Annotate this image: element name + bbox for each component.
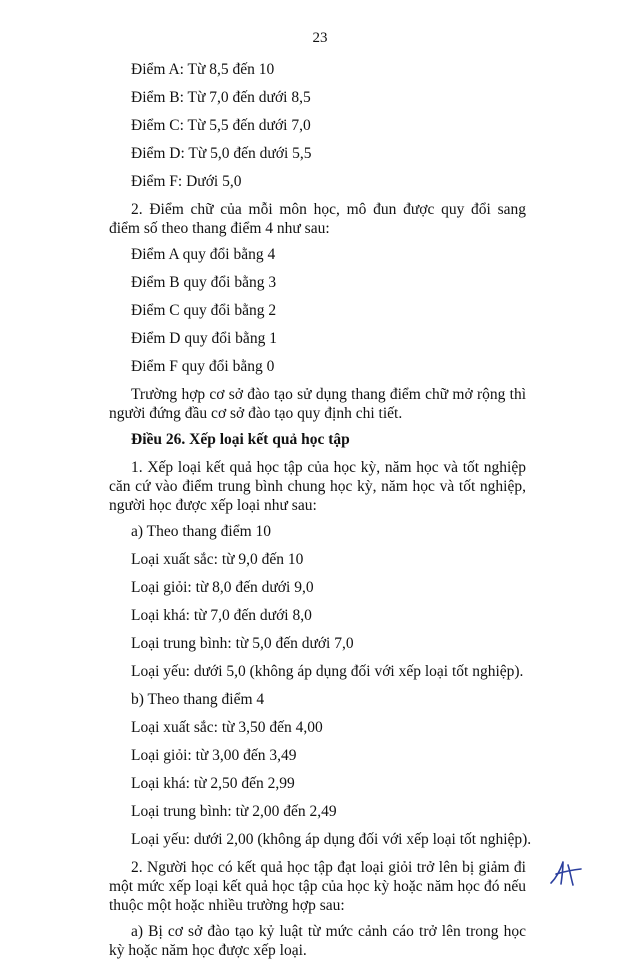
convert-f-line: Điểm F quy đổi bằng 0 (131, 358, 275, 375)
downgrade-paragraph: 2. Người học có kết quả học tập đạt loại giỏi trở lên bị giảm đi một mức xếp loại kết quả học tập của học kỳ hoặc năm học đó nếu thuộc một hoặc nhiều trường hợp sau: (109, 859, 526, 914)
scale-4-heading: b) Theo thang điểm 4 (131, 691, 265, 708)
grade-b-line: Điểm B: Từ 7,0 đến dưới 8,5 (131, 89, 311, 106)
grade-a-line: Điểm A: Từ 8,5 đến 10 (131, 61, 275, 78)
article-26-heading: Điều 26. Xếp loại kết quả học tập (131, 431, 350, 448)
scale10-weak-line: Loại yếu: dưới 5,0 (không áp dụng đối với xếp loại tốt nghiệp). (131, 663, 524, 680)
scale4-fair-line: Loại khá: từ 2,50 đến 2,99 (131, 775, 295, 792)
page-number: 23 (312, 30, 328, 46)
scale4-weak-line: Loại yếu: dưới 2,00 (không áp dụng đối với xếp loại tốt nghiệp). (131, 831, 532, 848)
page-content (109, 60, 532, 967)
scale10-average-line: Loại trung bình: từ 5,0 đến dưới 7,0 (131, 635, 354, 652)
grade-f-line: Điểm F: Dưới 5,0 (131, 173, 242, 190)
grade-c-line: Điểm C: Từ 5,5 đến dưới 7,0 (131, 117, 311, 134)
grade-d-line: Điểm D: Từ 5,0 đến dưới 5,5 (131, 145, 312, 162)
extended-scale-paragraph: Trường hợp cơ sở đào tạo sử dụng thang điểm chữ mở rộng thì người đứng đầu cơ sở đào tạo quy định chi tiết. (109, 386, 526, 422)
discipline-paragraph: a) Bị cơ sở đào tạo kỷ luật từ mức cảnh cáo trở lên trong học kỳ hoặc năm học được xếp loại. (109, 923, 526, 959)
convert-c-line: Điểm C quy đổi bằng 2 (131, 302, 277, 319)
scale10-excellent-line: Loại xuất sắc: từ 9,0 đến 10 (131, 551, 304, 568)
scale10-good-line: Loại giỏi: từ 8,0 đến dưới 9,0 (131, 579, 314, 596)
scale10-fair-line: Loại khá: từ 7,0 đến dưới 8,0 (131, 607, 312, 624)
conversion-intro-paragraph: 2. Điểm chữ của mỗi môn học, mô đun được quy đổi sang điểm số theo thang điểm 4 như sau: (109, 201, 526, 237)
classification-intro-paragraph: 1. Xếp loại kết quả học tập của học kỳ, năm học và tốt nghiệp căn cứ vào điểm trung bình chung học kỳ, năm học và tốt nghiệp, người học được xếp loại như sau: (109, 459, 526, 514)
signature-mark (548, 858, 584, 888)
scale-10-heading: a) Theo thang điểm 10 (131, 523, 272, 540)
scale4-good-line: Loại giỏi: từ 3,00 đến 3,49 (131, 747, 297, 764)
convert-b-line: Điểm B quy đổi bằng 3 (131, 274, 277, 291)
scale4-average-line: Loại trung bình: từ 2,00 đến 2,49 (131, 803, 337, 820)
scale4-excellent-line: Loại xuất sắc: từ 3,50 đến 4,00 (131, 719, 323, 736)
convert-d-line: Điểm D quy đổi bằng 1 (131, 330, 277, 347)
convert-a-line: Điểm A quy đổi bằng 4 (131, 246, 276, 263)
